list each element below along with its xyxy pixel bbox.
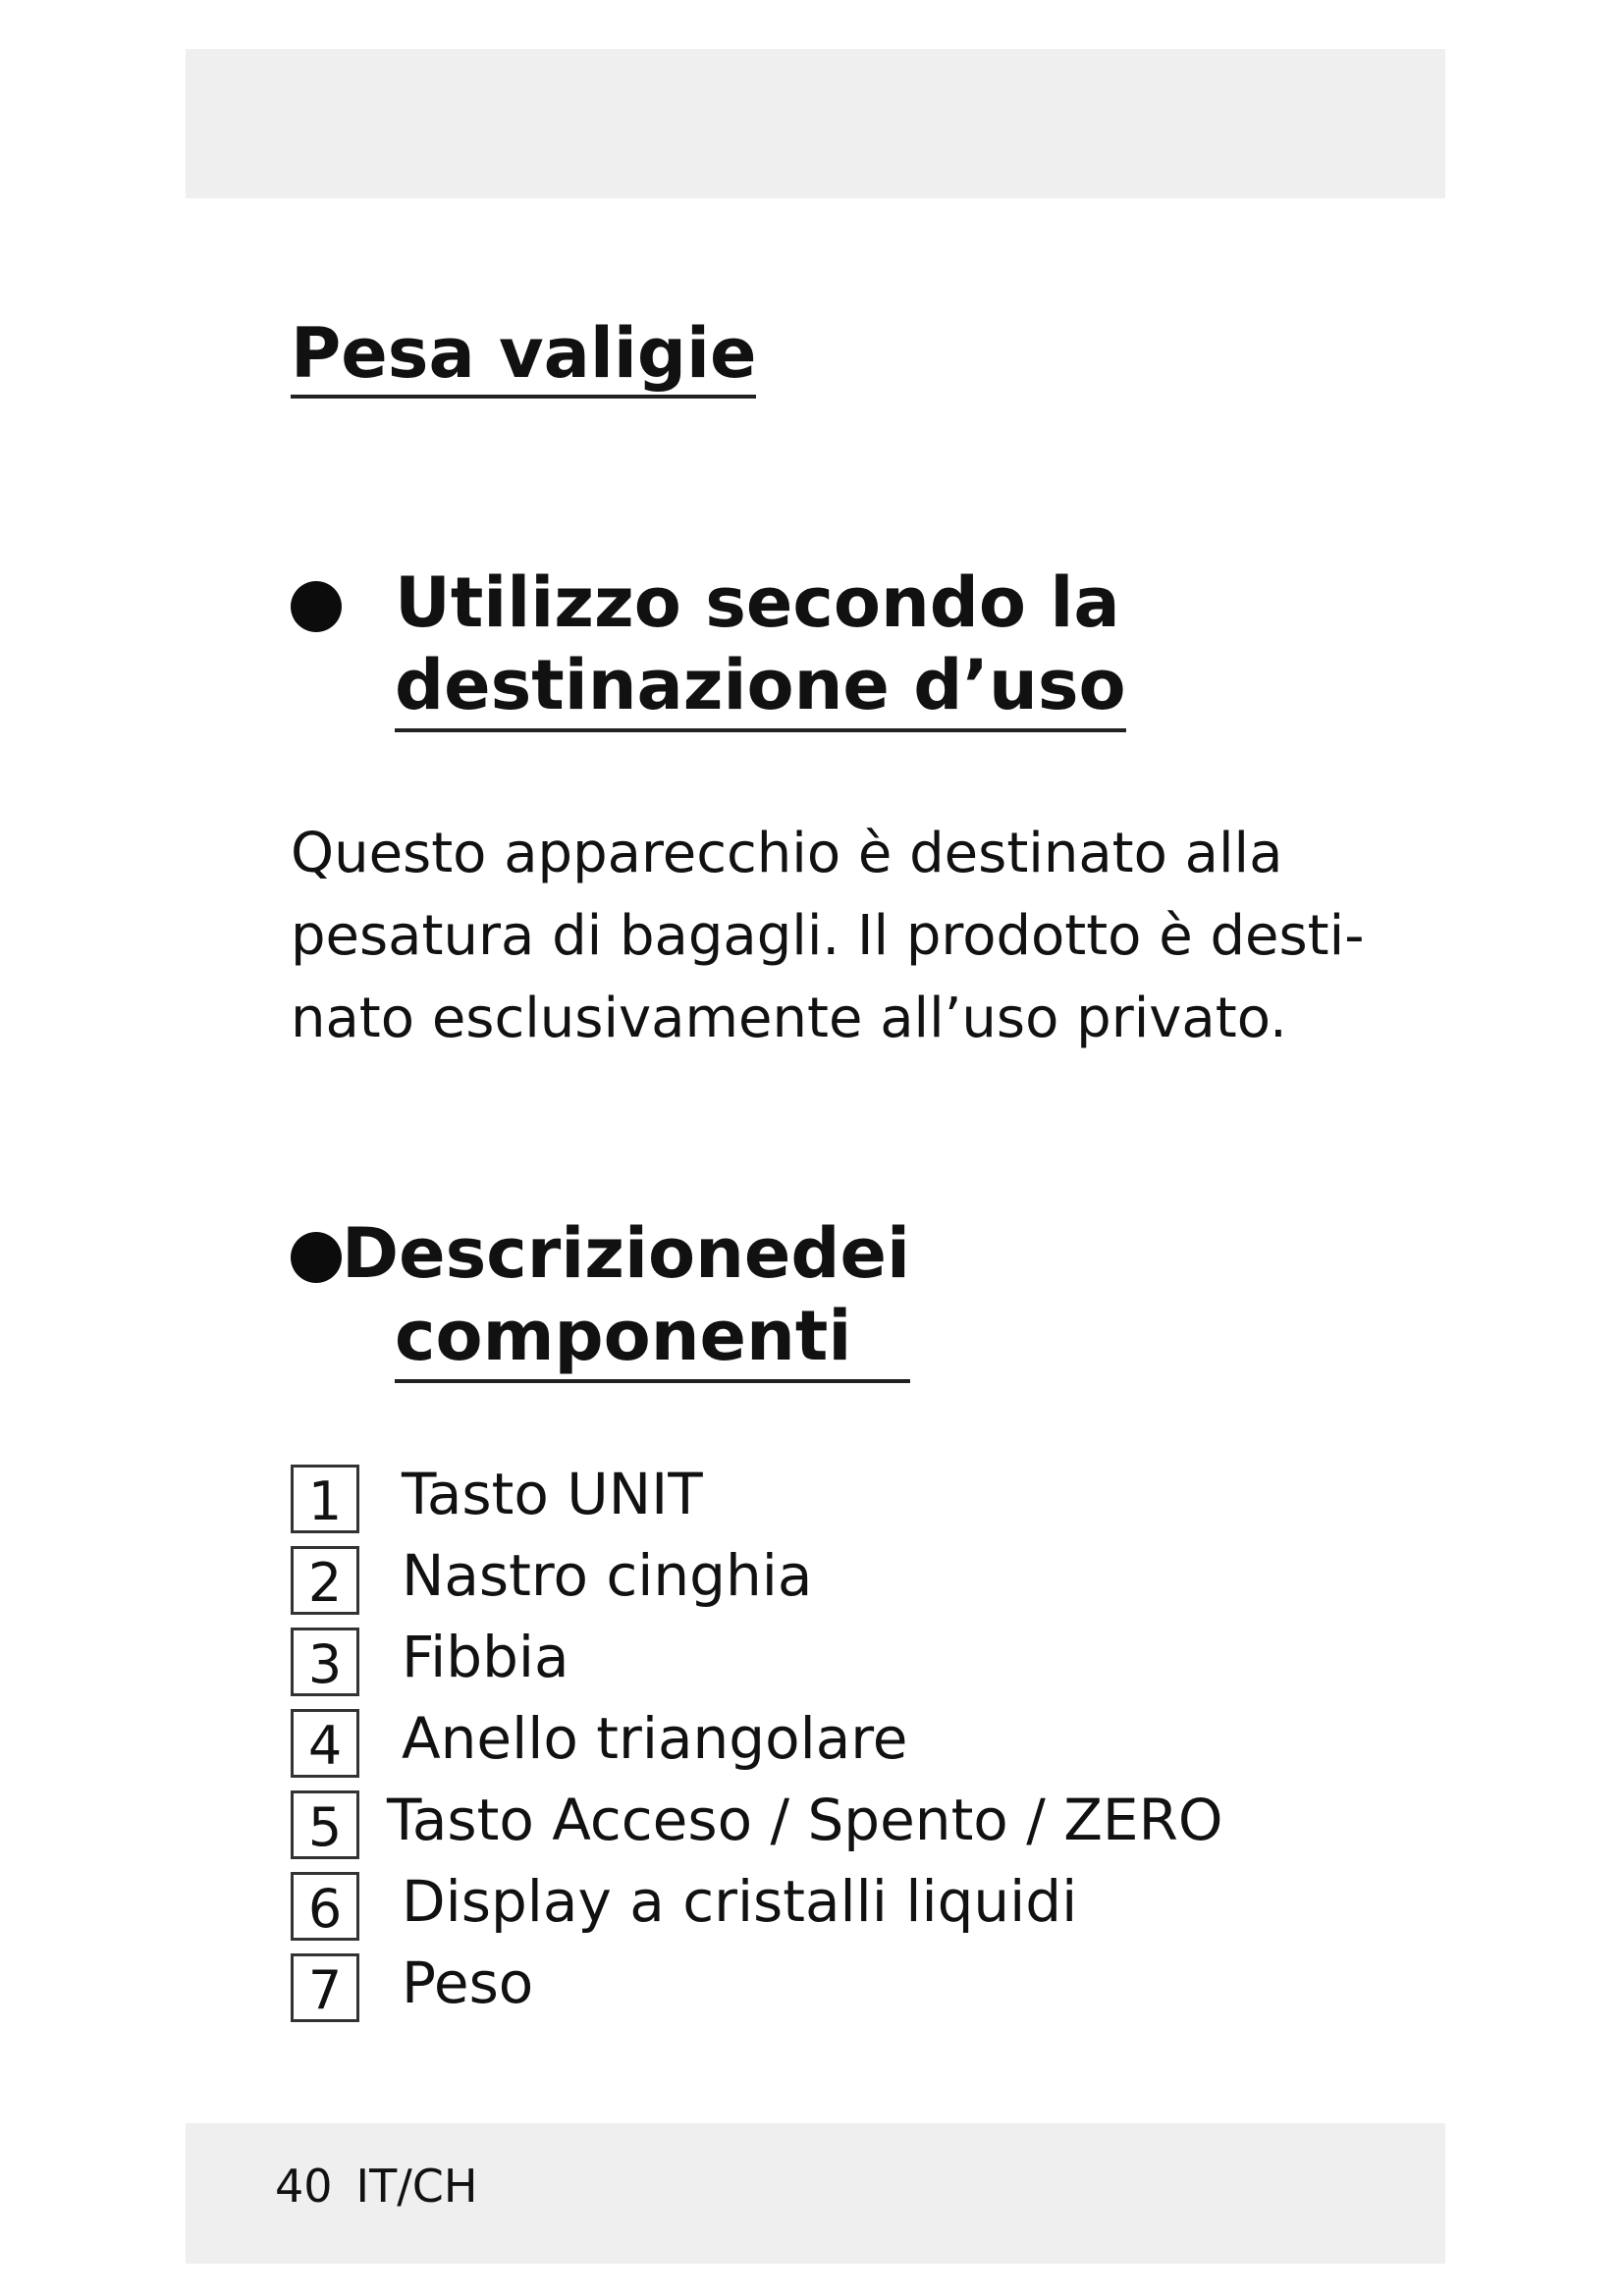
paragraph-line: nato esclusivamente all’uso privato. [291,987,1287,1050]
section-heading-components [342,1212,910,1383]
section-heading-line: Descrizionedei [342,1213,910,1294]
section-bullet-icon [291,1232,342,1283]
component-number: 6 [291,1872,359,1941]
component-label: Tasto Acceso / Spento / ZERO [387,1787,1223,1853]
component-number: 3 [291,1628,359,1696]
page-number: 40 [275,2160,333,2213]
component-number: 7 [291,1953,359,2022]
intended-use-paragraph [291,813,1371,1060]
page-title: Pesa valigie [291,312,756,399]
component-number: 2 [291,1546,359,1615]
page-footer [275,2160,477,2213]
component-number: 5 [291,1790,359,1859]
component-label: Peso [402,1949,534,2016]
component-number: 4 [291,1709,359,1778]
component-label: Fibbia [402,1624,569,1690]
section-heading-line: destinazione d’uso [395,644,1126,732]
section-heading-line: componenti [395,1295,910,1383]
paragraph-line: Questo apparecchio è destinato alla [291,822,1283,885]
component-label: Anello triangolare [402,1705,908,1772]
paragraph-line: pesatura di bagagli. Il prodotto è desti- [291,904,1365,968]
component-label: Display a cristalli liquidi [402,1868,1078,1935]
component-number: 1 [291,1465,359,1533]
component-label: Tasto UNIT [402,1461,703,1527]
header-band [186,49,1445,198]
locale-label: IT/CH [355,2160,478,2213]
section-heading-intended-use [395,561,1126,732]
component-label: Nastro cinghia [402,1542,813,1609]
section-heading-line: Utilizzo secondo la [395,562,1120,643]
section-bullet-icon [291,581,342,632]
